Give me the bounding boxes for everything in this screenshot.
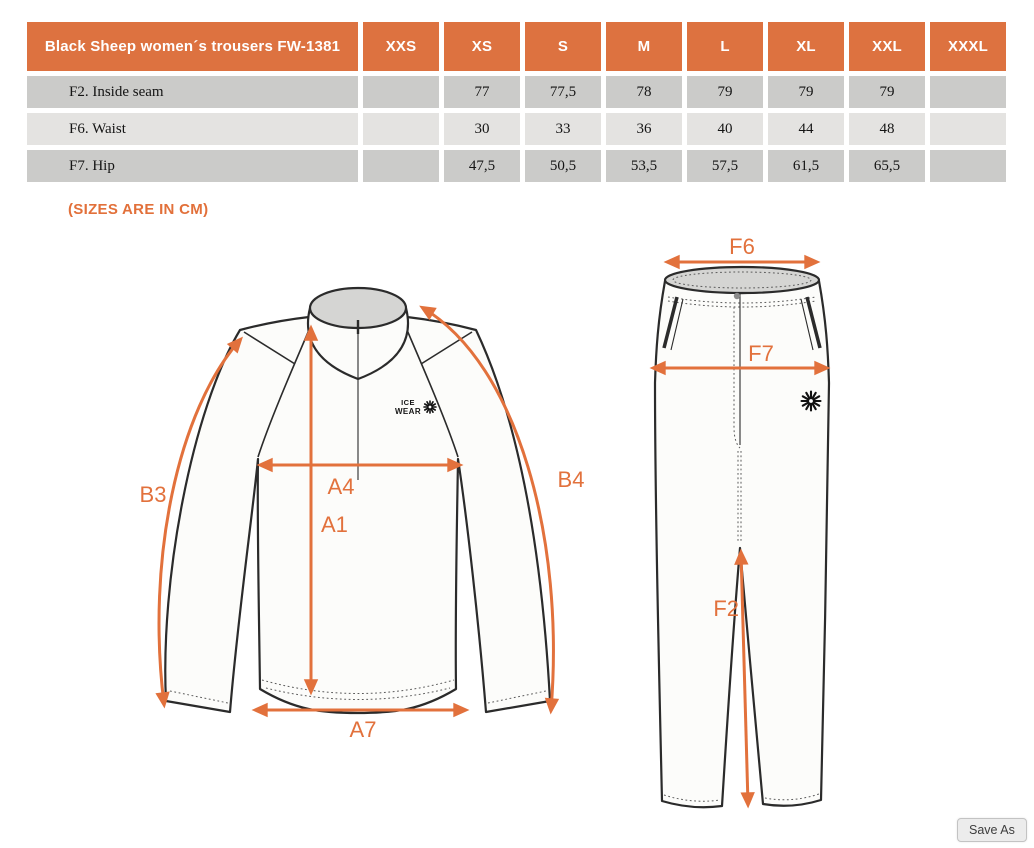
size-value-cell: 77	[444, 76, 520, 108]
shirt-label-a7: A7	[349, 717, 377, 742]
shirt-label-b4: B4	[557, 467, 585, 492]
sizes-unit-note: (SIZES ARE IN CM)	[68, 201, 209, 218]
table-title: Black Sheep women´s trousers FW-1381	[27, 22, 358, 71]
size-value-cell: 65,5	[849, 150, 925, 182]
trousers-body	[655, 281, 829, 807]
size-value-cell	[363, 76, 439, 108]
size-value-cell: 50,5	[525, 150, 601, 182]
save-as-button[interactable]: Save As	[957, 818, 1027, 842]
size-value-cell	[930, 113, 1006, 145]
size-value-cell: 48	[849, 113, 925, 145]
size-value-cell	[930, 76, 1006, 108]
shirt-label-b3: B3	[139, 482, 167, 507]
trousers-label-f2: F2	[713, 596, 739, 621]
size-value-cell: 57,5	[687, 150, 763, 182]
size-column-header-m: M	[606, 22, 682, 71]
trousers-diagram	[630, 235, 860, 848]
size-column-header-xs: XS	[444, 22, 520, 71]
size-value-cell: 47,5	[444, 150, 520, 182]
shirt-label-a1: A1	[321, 512, 348, 537]
size-column-header-xxs: XXS	[363, 22, 439, 71]
size-value-cell	[363, 113, 439, 145]
size-value-cell: 40	[687, 113, 763, 145]
size-value-cell: 30	[444, 113, 520, 145]
size-value-cell: 79	[687, 76, 763, 108]
row-label: F7. Hip	[27, 150, 358, 182]
size-column-header-xxl: XXL	[849, 22, 925, 71]
size-value-cell: 78	[606, 76, 682, 108]
logo-text-wear: WEAR	[394, 407, 422, 416]
size-value-cell: 61,5	[768, 150, 844, 182]
size-column-header-xxxl: XXXL	[930, 22, 1006, 71]
waist-button	[734, 293, 740, 299]
size-column-header-xl: XL	[768, 22, 844, 71]
size-value-cell: 36	[606, 113, 682, 145]
size-value-cell: 77,5	[525, 76, 601, 108]
size-value-cell	[363, 150, 439, 182]
size-value-cell: 44	[768, 113, 844, 145]
logo-text-ice: ICE	[401, 398, 415, 407]
shirt-diagram	[90, 260, 610, 820]
shirt-label-a4: A4	[327, 474, 355, 499]
row-label: F6. Waist	[27, 113, 358, 145]
size-column-header-l: L	[687, 22, 763, 71]
size-value-cell: 33	[525, 113, 601, 145]
size-value-cell	[930, 150, 1006, 182]
row-label: F2. Inside seam	[27, 76, 358, 108]
trousers-label-f6: F6	[729, 234, 755, 259]
size-table	[27, 22, 1006, 182]
size-value-cell: 79	[849, 76, 925, 108]
waist-opening	[665, 267, 819, 293]
size-value-cell: 79	[768, 76, 844, 108]
size-column-header-s: S	[525, 22, 601, 71]
size-value-cell: 53,5	[606, 150, 682, 182]
trousers-label-f7: F7	[748, 341, 774, 366]
